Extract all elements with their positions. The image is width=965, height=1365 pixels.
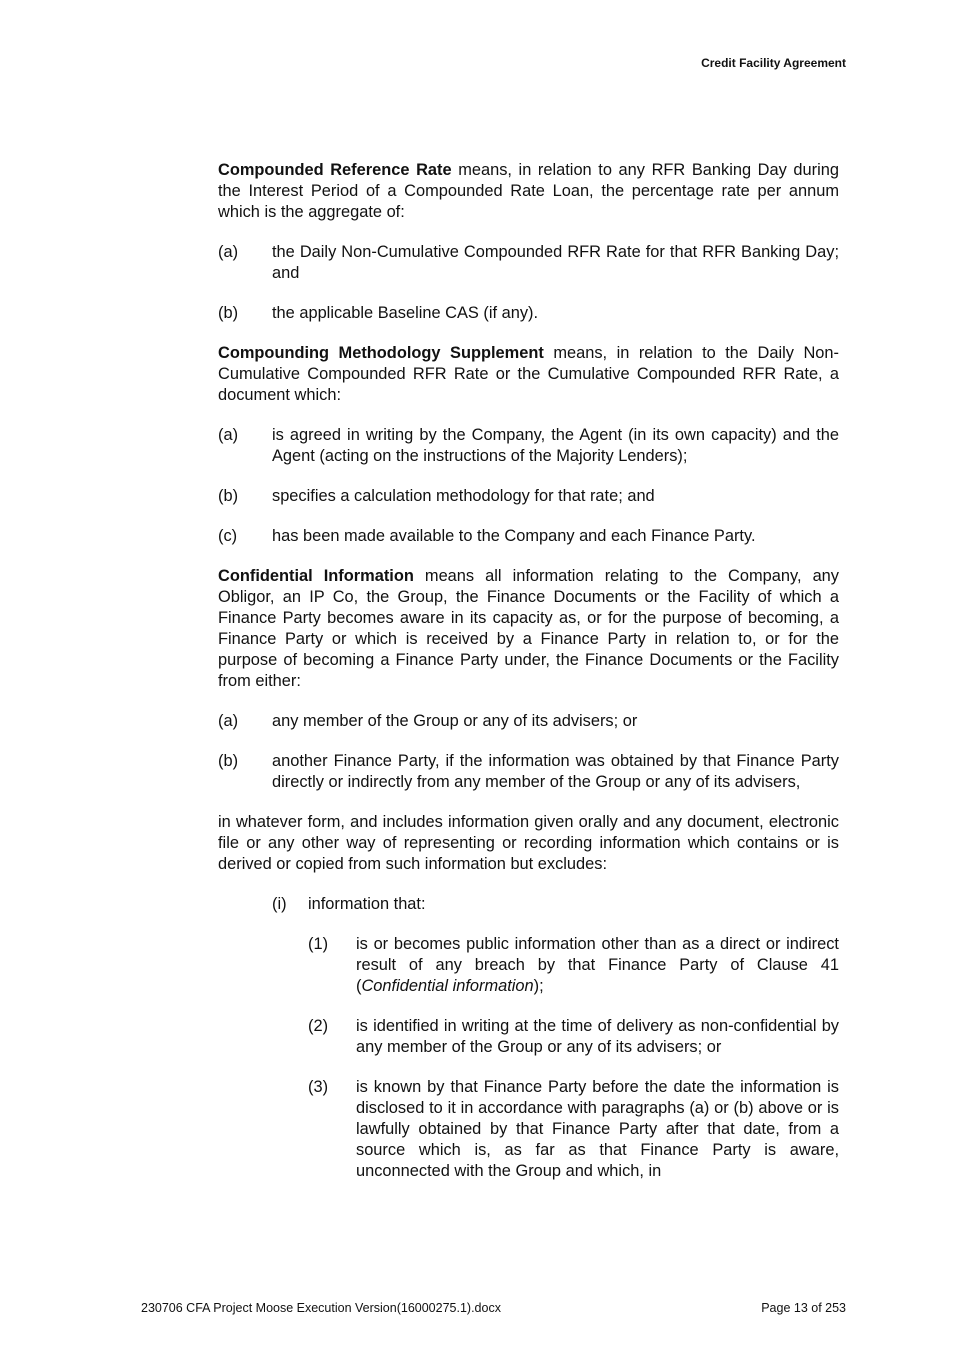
definition-text: means, in relation to the Daily Non-Cumulative Compounded RFR Rate or the Cumulative Compounded RFR Rate, a document which: [218, 344, 839, 404]
item-text: is agreed in writing by the Company, the Agent (in its own capacity) and the Agent (acting on the instructions of the Majority Lenders); [272, 426, 839, 465]
item-text: the Daily Non-Cumulative Compounded RFR Rate for that RFR Banking Day; and [272, 243, 839, 282]
item-label: (a) [218, 712, 239, 730]
definition-text: means, in relation to any RFR Banking Day during the Interest Period of a Compounded Rate Loan, the percentage rate per annum which is the aggregate of: [218, 161, 839, 221]
item-label: (2) [308, 1017, 329, 1035]
item-label: (c) [218, 527, 238, 545]
definition-confidential-information [218, 566, 839, 692]
sub-item [272, 894, 839, 915]
list-item [218, 425, 839, 467]
list-item [218, 242, 839, 284]
footer-filename: 230706 CFA Project Moose Execution Version(16000275.1).docx [141, 1301, 501, 1315]
item-label: (3) [308, 1078, 329, 1096]
definition-compounding-methodology-supplement [218, 343, 839, 406]
item-label: (a) [218, 426, 239, 444]
continuation-paragraph: in whatever form, and includes information given orally and any document, electronic file or any other way of representing or recording information which contains or is derived or copied from such information but excludes: [218, 813, 839, 873]
item-text: another Finance Party, if the information was obtained by that Finance Party directly or indirectly from any member of the Group or any of its advisers, [272, 752, 839, 791]
defined-term: Compounded Reference Rate [218, 161, 452, 179]
item-label: (b) [218, 487, 239, 505]
running-header: Credit Facility Agreement [701, 56, 846, 70]
sub-sub-item [308, 1016, 839, 1058]
item-label: (b) [218, 752, 239, 770]
list-item [218, 526, 839, 547]
list-item [218, 751, 839, 793]
text-segment: ); [533, 977, 544, 995]
list-item [218, 303, 839, 324]
item-label: (a) [218, 243, 239, 261]
item-text: has been made available to the Company and each Finance Party. [272, 527, 756, 545]
sub-sub-item [308, 1077, 839, 1182]
item-label: (b) [218, 304, 239, 322]
defined-term: Compounding Methodology Supplement [218, 344, 544, 362]
text-segment: is or becomes public information other than as a direct or indirect result of any breach by that Finance Party of Clause 41 ( [356, 935, 839, 995]
sub-sub-item [308, 934, 839, 997]
item-text: is known by that Finance Party before the date the information is disclosed to it in accordance with paragraphs (a) or (b) above or is lawfully obtained by that Finance Party after that date, from a source which is, as far as that Finance Party is aware, unconnected with the Group and which, in [356, 1078, 839, 1180]
page-number: Page 13 of 253 [761, 1301, 846, 1315]
item-text: specifies a calculation methodology for that rate; and [272, 487, 655, 505]
item-label: (i) [272, 895, 287, 913]
item-label: (1) [308, 935, 329, 953]
page-footer [141, 1301, 846, 1315]
defined-term: Confidential Information [218, 567, 414, 585]
definition-compounded-reference-rate [218, 160, 839, 223]
item-text: any member of the Group or any of its advisers; or [272, 712, 638, 730]
item-text: the applicable Baseline CAS (if any). [272, 304, 539, 322]
definition-text: means all information relating to the Company, any Obligor, an IP Co, the Group, the Finance Documents or the Facility of which a Finance Party becomes aware in its capacity as, or for the purpose of becoming, a Finance Party or which is received by a Finance Party in relation to, or for the purpose of becoming a Finance Party under, the Finance Documents or the Facility from either: [218, 567, 839, 690]
item-text: information that: [308, 895, 426, 913]
item-text [356, 934, 839, 997]
clause-reference: Confidential information [361, 977, 534, 995]
list-item [218, 711, 839, 732]
item-text: is identified in writing at the time of delivery as non-confidential by any member of the Group or any of its advisers; or [356, 1017, 839, 1056]
document-body [218, 160, 839, 1201]
list-item [218, 486, 839, 507]
